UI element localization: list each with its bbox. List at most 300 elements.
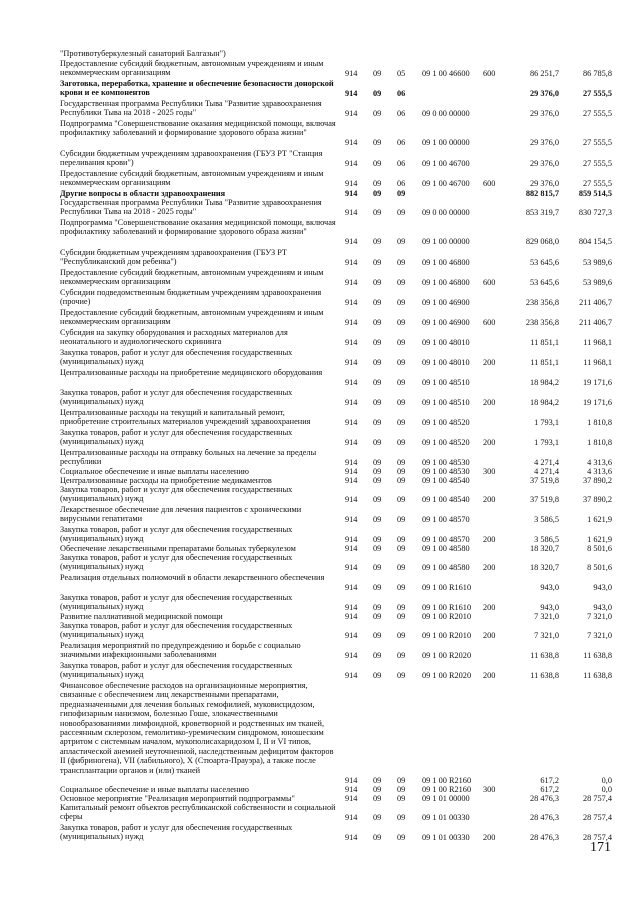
table-row (0, 218, 640, 246)
table-row (0, 661, 640, 680)
amount-year-1: 829 068,0 (525, 236, 559, 246)
amount-year-2: 0,0 (601, 775, 612, 785)
target-article-code: 09 1 00 46700 (422, 178, 470, 188)
row-name: Закупка товаров, работ и услуг для обеспечения государственных (муниципальных) нужд (60, 388, 293, 407)
table-row (0, 476, 640, 485)
amount-year-2: 4 313,6 (587, 466, 612, 476)
amount-year-1: 617,2 (540, 784, 559, 794)
row-name: Обеспечение лекарственными препаратами больных туберкулезом (60, 544, 296, 553)
vedomstvo-code: 914 (345, 297, 358, 307)
podrazdel-code: 09 (397, 466, 406, 476)
amount-year-2: 11 968,1 (583, 337, 612, 347)
table-row (0, 169, 640, 188)
vedomstvo-code: 914 (345, 337, 358, 347)
target-article-code: 09 1 00 48570 (422, 534, 470, 544)
row-name: Субсидии бюджетным учреждениям здравоохранения (ГБУЗ РТ "Станция переливания крови") (60, 149, 323, 168)
amount-year-2: 28 757,4 (582, 793, 612, 803)
podrazdel-code: 09 (397, 812, 406, 822)
amount-year-2: 804 154,5 (578, 236, 612, 246)
table-row (0, 119, 640, 147)
vedomstvo-code: 914 (345, 178, 358, 188)
amount-year-1: 18 320,7 (529, 562, 559, 572)
row-name: Предоставление субсидий бюджетным, автономным учреждениям и иным некоммерческим организациям (60, 268, 324, 287)
table-row (0, 794, 640, 803)
razdel-code: 09 (373, 277, 382, 287)
podrazdel-code: 06 (397, 137, 406, 147)
vedomstvo-code: 914 (345, 832, 358, 842)
table-row (0, 149, 640, 168)
table-row (0, 189, 640, 198)
table-row (0, 49, 640, 59)
row-name: Закупка товаров, работ и услуг для обеспечения государственных (муниципальных) нужд (60, 593, 293, 612)
row-name: Закупка товаров, работ и услуг для обеспечения государственных (муниципальных) нужд (60, 485, 293, 504)
table-row (0, 348, 640, 367)
expense-type-code: 200 (483, 562, 496, 572)
expense-type-code: 200 (483, 357, 496, 367)
razdel-code: 09 (373, 466, 382, 476)
target-article-code: 09 1 00 48540 (422, 494, 470, 504)
target-article-code: 09 1 00 R1610 (422, 582, 472, 592)
expense-type-code: 200 (483, 602, 496, 612)
table-row (0, 485, 640, 504)
row-name: Социальное обеспечение и иные выплаты населению (60, 785, 249, 794)
razdel-code: 09 (373, 543, 382, 553)
vedomstvo-code: 914 (345, 437, 358, 447)
amount-year-1: 29 376,0 (529, 178, 559, 188)
vedomstvo-code: 914 (345, 457, 358, 467)
amount-year-1: 29 376,0 (529, 88, 559, 98)
vedomstvo-code: 914 (345, 670, 358, 680)
table-row (0, 612, 640, 621)
row-name: Субсидия на закупку оборудования и расходных материалов для неонатального и аудиологического скрининга (60, 328, 288, 347)
target-article-code: 09 1 00 48510 (422, 397, 470, 407)
target-article-code: 09 1 00 48580 (422, 562, 470, 572)
target-article-code: 09 1 00 R2020 (422, 670, 472, 680)
razdel-code: 09 (373, 377, 382, 387)
row-name: Подпрограмма "Совершенствование оказания медицинской помощи, включая профилактику заболеваний и формирование здорового образа жизни" (60, 218, 336, 237)
amount-year-1: 28 476,3 (529, 793, 559, 803)
amount-year-1: 29 376,0 (529, 137, 559, 147)
target-article-code: 09 1 01 00330 (422, 812, 470, 822)
amount-year-1: 18 984,2 (529, 377, 559, 387)
razdel-code: 09 (373, 417, 382, 427)
podrazdel-code: 09 (397, 832, 406, 842)
row-name: Предоставление субсидий бюджетным, автономным учреждениям и иным некоммерческим организациям (60, 308, 324, 327)
expense-type-code: 200 (483, 630, 496, 640)
podrazdel-code: 09 (397, 784, 406, 794)
amount-year-2: 86 785,8 (582, 68, 612, 78)
amount-year-1: 1 793,1 (534, 417, 559, 427)
podrazdel-code: 09 (397, 377, 406, 387)
vedomstvo-code: 914 (345, 562, 358, 572)
razdel-code: 09 (373, 832, 382, 842)
podrazdel-code: 09 (397, 277, 406, 287)
amount-year-1: 29 376,0 (529, 158, 559, 168)
amount-year-1: 238 356,8 (525, 317, 559, 327)
target-article-code: 09 1 00 46900 (422, 317, 470, 327)
podrazdel-code: 09 (397, 514, 406, 524)
table-row (0, 641, 640, 660)
row-name: Предоставление субсидий бюджетным, автономным учреждениям и иным некоммерческим организациям (60, 59, 324, 78)
expense-type-code: 600 (483, 68, 496, 78)
vedomstvo-code: 914 (345, 317, 358, 327)
razdel-code: 09 (373, 630, 382, 640)
table-row (0, 553, 640, 572)
amount-year-1: 617,2 (540, 775, 559, 785)
table-row (0, 505, 640, 524)
row-name: Закупка товаров, работ и услуг для обеспечения государственных (муниципальных) нужд (60, 428, 293, 447)
razdel-code: 09 (373, 812, 382, 822)
target-article-code: 09 1 01 00000 (422, 793, 470, 803)
row-name: Централизованные расходы на приобретение медицинского оборудования (60, 368, 323, 377)
row-name: Лекарственное обеспечение для лечения пациентов с хроническими вирусными гепатитами (60, 505, 302, 524)
table-row (0, 593, 640, 612)
row-name: Другие вопросы в области здравоохранения (60, 189, 226, 198)
vedomstvo-code: 914 (345, 534, 358, 544)
row-name: Закупка товаров, работ и услуг для обеспечения государственных (муниципальных) нужд (60, 348, 293, 367)
row-name: Закупка товаров, работ и услуг для обеспечения государственных (муниципальных) нужд (60, 553, 293, 572)
amount-year-1: 943,0 (540, 582, 559, 592)
razdel-code: 09 (373, 357, 382, 367)
razdel-code: 09 (373, 257, 382, 267)
table-row (0, 308, 640, 327)
vedomstvo-code: 914 (345, 630, 358, 640)
row-name: Закупка товаров, работ и услуг для обеспечения государственных (муниципальных) нужд (60, 525, 293, 544)
table-row (0, 368, 640, 387)
row-name: Подпрограмма "Совершенствование оказания медицинской помощи, включая профилактику заболеваний и формирование здорового образа жизни" (60, 119, 336, 138)
expense-type-code: 600 (483, 317, 496, 327)
amount-year-2: 7 321,0 (587, 611, 612, 621)
amount-year-1: 53 645,6 (529, 277, 559, 287)
razdel-code: 09 (373, 437, 382, 447)
podrazdel-code: 09 (397, 650, 406, 660)
amount-year-2: 27 555,5 (582, 108, 612, 118)
razdel-code: 09 (373, 68, 382, 78)
razdel-code: 09 (373, 602, 382, 612)
razdel-code: 09 (373, 178, 382, 188)
row-name: Государственная программа Республики Тыва "Развитие здравоохранения Республики Тыва на 2018 - 2025 годы" (60, 99, 322, 118)
vedomstvo-code: 914 (345, 417, 358, 427)
razdel-code: 09 (373, 534, 382, 544)
vedomstvo-code: 914 (345, 812, 358, 822)
amount-year-1: 3 586,5 (534, 534, 559, 544)
amount-year-2: 8 501,6 (587, 543, 612, 553)
razdel-code: 09 (373, 158, 382, 168)
vedomstvo-code: 914 (345, 793, 358, 803)
vedomstvo-code: 914 (345, 775, 358, 785)
razdel-code: 09 (373, 137, 382, 147)
razdel-code: 09 (373, 475, 382, 485)
target-article-code: 09 1 00 R2160 (422, 775, 472, 785)
target-article-code: 09 1 00 48510 (422, 377, 470, 387)
target-article-code: 09 0 00 00000 (422, 108, 470, 118)
razdel-code: 09 (373, 337, 382, 347)
target-article-code: 09 1 00 46900 (422, 297, 470, 307)
target-article-code: 09 1 00 48580 (422, 543, 470, 553)
vedomstvo-code: 914 (345, 188, 358, 198)
amount-year-2: 27 555,5 (582, 137, 612, 147)
target-article-code: 09 1 00 46600 (422, 68, 470, 78)
vedomstvo-code: 914 (345, 257, 358, 267)
podrazdel-code: 06 (397, 108, 406, 118)
target-article-code: 09 1 00 R2160 (422, 784, 472, 794)
amount-year-1: 18 320,7 (529, 543, 559, 553)
razdel-code: 09 (373, 793, 382, 803)
razdel-code: 09 (373, 317, 382, 327)
podrazdel-code: 09 (397, 582, 406, 592)
amount-year-1: 4 271,4 (534, 457, 559, 467)
podrazdel-code: 09 (397, 611, 406, 621)
amount-year-2: 7 321,0 (587, 630, 612, 640)
amount-year-1: 37 519,8 (529, 475, 559, 485)
target-article-code: 09 1 00 48520 (422, 417, 470, 427)
row-name: Основное мероприятие "Реализация мероприятий подпрограммы" (60, 794, 295, 803)
amount-year-1: 28 476,3 (529, 812, 559, 822)
razdel-code: 09 (373, 108, 382, 118)
target-article-code: 09 1 00 48010 (422, 337, 470, 347)
expense-type-code: 200 (483, 670, 496, 680)
row-name: Реализация мероприятий по предупреждению и борьбе с социально значимыми инфекционными заболеваниями (60, 641, 301, 660)
table-row (0, 408, 640, 427)
target-article-code: 09 1 00 R2020 (422, 650, 472, 660)
amount-year-1: 11 851,1 (530, 337, 559, 347)
row-name: Централизованные расходы на приобретение медикаментов (60, 476, 272, 485)
table-row (0, 99, 640, 118)
amount-year-2: 943,0 (593, 602, 612, 612)
target-article-code: 09 1 01 00330 (422, 832, 470, 842)
razdel-code: 09 (373, 514, 382, 524)
amount-year-1: 18 984,2 (529, 397, 559, 407)
target-article-code: 09 1 00 48540 (422, 475, 470, 485)
row-name: Предоставление субсидий бюджетным, автономным учреждениям и иным некоммерческим организациям (60, 169, 324, 188)
amount-year-2: 37 890,2 (582, 494, 612, 504)
razdel-code: 09 (373, 88, 382, 98)
vedomstvo-code: 914 (345, 466, 358, 476)
podrazdel-code: 09 (397, 317, 406, 327)
row-name: Закупка товаров, работ и услуг для обеспечения государственных (муниципальных) нужд (60, 661, 293, 680)
expense-type-code: 200 (483, 534, 496, 544)
podrazdel-code: 09 (397, 207, 406, 217)
amount-year-2: 27 555,5 (582, 158, 612, 168)
amount-year-1: 37 519,8 (529, 494, 559, 504)
razdel-code: 09 (373, 650, 382, 660)
table-row (0, 573, 640, 592)
row-name: Централизованные расходы на отправку больных на лечение за пределы республики (60, 448, 317, 467)
table-row (0, 198, 640, 217)
amount-year-2: 28 757,4 (582, 812, 612, 822)
amount-year-1: 3 586,5 (534, 514, 559, 524)
podrazdel-code: 09 (397, 534, 406, 544)
vedomstvo-code: 914 (345, 494, 358, 504)
expense-type-code: 600 (483, 178, 496, 188)
vedomstvo-code: 914 (345, 137, 358, 147)
razdel-code: 09 (373, 784, 382, 794)
amount-year-2: 11 968,1 (583, 357, 612, 367)
target-article-code: 09 1 00 46700 (422, 158, 470, 168)
amount-year-1: 882 815,7 (525, 188, 559, 198)
vedomstvo-code: 914 (345, 158, 358, 168)
podrazdel-code: 09 (397, 775, 406, 785)
target-article-code: 09 1 00 R2010 (422, 630, 472, 640)
row-name: Закупка товаров, работ и услуг для обеспечения государственных (муниципальных) нужд (60, 823, 293, 842)
vedomstvo-code: 914 (345, 357, 358, 367)
row-name: Государственная программа Республики Тыва "Развитие здравоохранения Республики Тыва на 2018 - 2025 годы" (60, 198, 322, 217)
podrazdel-code: 09 (397, 630, 406, 640)
podrazdel-code: 09 (397, 457, 406, 467)
target-article-code: 09 1 00 46800 (422, 257, 470, 267)
podrazdel-code: 09 (397, 337, 406, 347)
row-name: Развитие паллиативной медицинской помощи (60, 612, 223, 621)
table-row (0, 823, 640, 842)
vedomstvo-code: 914 (345, 602, 358, 612)
row-name: Заготовка, переработка, хранение и обеспечение безопасности донорской крови и ее компонентов (60, 79, 334, 98)
amount-year-2: 211 406,7 (579, 317, 612, 327)
vedomstvo-code: 914 (345, 514, 358, 524)
row-name: Финансовое обеспечение расходов на организационные мероприятия, связанные с обеспечением лиц лекарственными препаратами, предназначенными для лечения больных гемофилией, муковисцидозом, гипофизарным нанизмом, болезнью Гоше, злокачественными новообразованиями лимфоидной, кроветворной и родственных им тканей, рассеянным склерозом, гемолитико-уремическим синдромом, юношеским артритом с системным началом, мукополисахаридозом I, II и VI типов, апластической анемией неуточненной, наследственным дефицитом факторов II (фибриногена), VII (лабильного), X (Стюарта-Прауэра), а также после трансплантации органов и (или) тканей (60, 681, 334, 775)
vedomstvo-code: 914 (345, 236, 358, 246)
amount-year-2: 8 501,6 (587, 562, 612, 572)
table-row (0, 448, 640, 467)
amount-year-1: 11 638,8 (530, 670, 559, 680)
target-article-code: 09 0 00 00000 (422, 207, 470, 217)
podrazdel-code: 09 (397, 793, 406, 803)
podrazdel-code: 09 (397, 670, 406, 680)
vedomstvo-code: 914 (345, 207, 358, 217)
table-row (0, 79, 640, 98)
amount-year-1: 4 271,4 (534, 466, 559, 476)
expense-type-code: 600 (483, 277, 496, 287)
amount-year-2: 4 313,6 (587, 457, 612, 467)
amount-year-2: 19 171,6 (582, 397, 612, 407)
podrazdel-code: 09 (397, 257, 406, 267)
vedomstvo-code: 914 (345, 475, 358, 485)
table-row (0, 681, 640, 785)
amount-year-1: 7 321,0 (534, 630, 559, 640)
target-article-code: 09 1 00 R1610 (422, 602, 472, 612)
table-row (0, 803, 640, 822)
row-name: Социальное обеспечение и иные выплаты населению (60, 467, 249, 476)
podrazdel-code: 09 (397, 297, 406, 307)
podrazdel-code: 06 (397, 88, 406, 98)
amount-year-2: 27 555,5 (582, 178, 612, 188)
table-row (0, 525, 640, 544)
target-article-code: 09 1 00 00000 (422, 137, 470, 147)
amount-year-2: 53 989,6 (582, 277, 612, 287)
podrazdel-code: 05 (397, 68, 406, 78)
razdel-code: 09 (373, 611, 382, 621)
vedomstvo-code: 914 (345, 108, 358, 118)
podrazdel-code: 09 (397, 543, 406, 553)
amount-year-2: 0,0 (601, 784, 612, 794)
target-article-code: 09 1 00 48010 (422, 357, 470, 367)
expense-type-code: 300 (483, 784, 496, 794)
vedomstvo-code: 914 (345, 377, 358, 387)
expense-type-code: 300 (483, 466, 496, 476)
amount-year-2: 830 727,3 (578, 207, 612, 217)
amount-year-2: 28 757,4 (582, 832, 612, 842)
podrazdel-code: 09 (397, 602, 406, 612)
page-number: 171 (590, 840, 611, 855)
table-row (0, 59, 640, 78)
podrazdel-code: 09 (397, 437, 406, 447)
target-article-code: 09 1 00 48530 (422, 466, 470, 476)
amount-year-1: 943,0 (540, 602, 559, 612)
expense-type-code: 200 (483, 437, 496, 447)
amount-year-2: 19 171,6 (582, 377, 612, 387)
razdel-code: 09 (373, 670, 382, 680)
table-row (0, 544, 640, 553)
table-row (0, 268, 640, 287)
razdel-code: 09 (373, 236, 382, 246)
vedomstvo-code: 914 (345, 88, 358, 98)
target-article-code: 09 1 00 00000 (422, 236, 470, 246)
amount-year-2: 1 621,9 (587, 514, 612, 524)
razdel-code: 09 (373, 582, 382, 592)
razdel-code: 09 (373, 494, 382, 504)
row-name: Субсидии бюджетным учреждениям здравоохранения (ГБУЗ РТ "Республиканский дом ребенка") (60, 248, 288, 267)
amount-year-1: 7 321,0 (534, 611, 559, 621)
table-row (0, 328, 640, 347)
row-name: Централизованные расходы на текущий и капитальный ремонт, приобретение строительных материалов учреждений здравоохранения (60, 408, 311, 427)
target-article-code: 09 1 00 R2010 (422, 611, 472, 621)
amount-year-1: 86 251,7 (529, 68, 559, 78)
target-article-code: 09 1 00 48520 (422, 437, 470, 447)
amount-year-2: 27 555,5 (582, 88, 612, 98)
vedomstvo-code: 914 (345, 582, 358, 592)
razdel-code: 09 (373, 397, 382, 407)
vedomstvo-code: 914 (345, 611, 358, 621)
amount-year-2: 211 406,7 (579, 297, 612, 307)
table-row (0, 388, 640, 407)
razdel-code: 09 (373, 457, 382, 467)
expense-type-code: 200 (483, 494, 496, 504)
podrazdel-code: 06 (397, 178, 406, 188)
amount-year-2: 37 890,2 (582, 475, 612, 485)
amount-year-1: 29 376,0 (529, 108, 559, 118)
amount-year-2: 1 621,9 (587, 534, 612, 544)
table-row (0, 248, 640, 267)
amount-year-2: 53 989,6 (582, 257, 612, 267)
table-row (0, 288, 640, 307)
vedomstvo-code: 914 (345, 68, 358, 78)
razdel-code: 09 (373, 775, 382, 785)
podrazdel-code: 06 (397, 158, 406, 168)
podrazdel-code: 09 (397, 417, 406, 427)
podrazdel-code: 09 (397, 494, 406, 504)
vedomstvo-code: 914 (345, 784, 358, 794)
row-name: "Противотуберкулезный санаторий Балгазын") (60, 49, 226, 58)
vedomstvo-code: 914 (345, 650, 358, 660)
amount-year-1: 853 319,7 (525, 207, 559, 217)
table-row (0, 621, 640, 640)
target-article-code: 09 1 00 48570 (422, 514, 470, 524)
razdel-code: 09 (373, 562, 382, 572)
podrazdel-code: 09 (397, 397, 406, 407)
razdel-code: 09 (373, 297, 382, 307)
table-row (0, 428, 640, 447)
amount-year-1: 53 645,6 (529, 257, 559, 267)
amount-year-2: 11 638,8 (583, 650, 612, 660)
row-name: Капитальный ремонт объектов республиканской собственности и социальной сферы (60, 803, 336, 822)
razdel-code: 09 (373, 207, 382, 217)
podrazdel-code: 09 (397, 475, 406, 485)
amount-year-1: 28 476,3 (529, 832, 559, 842)
amount-year-2: 11 638,8 (583, 670, 612, 680)
amount-year-2: 1 810,8 (587, 437, 612, 447)
expense-type-code: 200 (483, 397, 496, 407)
row-name: Субсидии подведомственным бюджетным учреждениям здравоохранения (прочие) (60, 288, 322, 307)
amount-year-2: 859 514,5 (578, 188, 612, 198)
